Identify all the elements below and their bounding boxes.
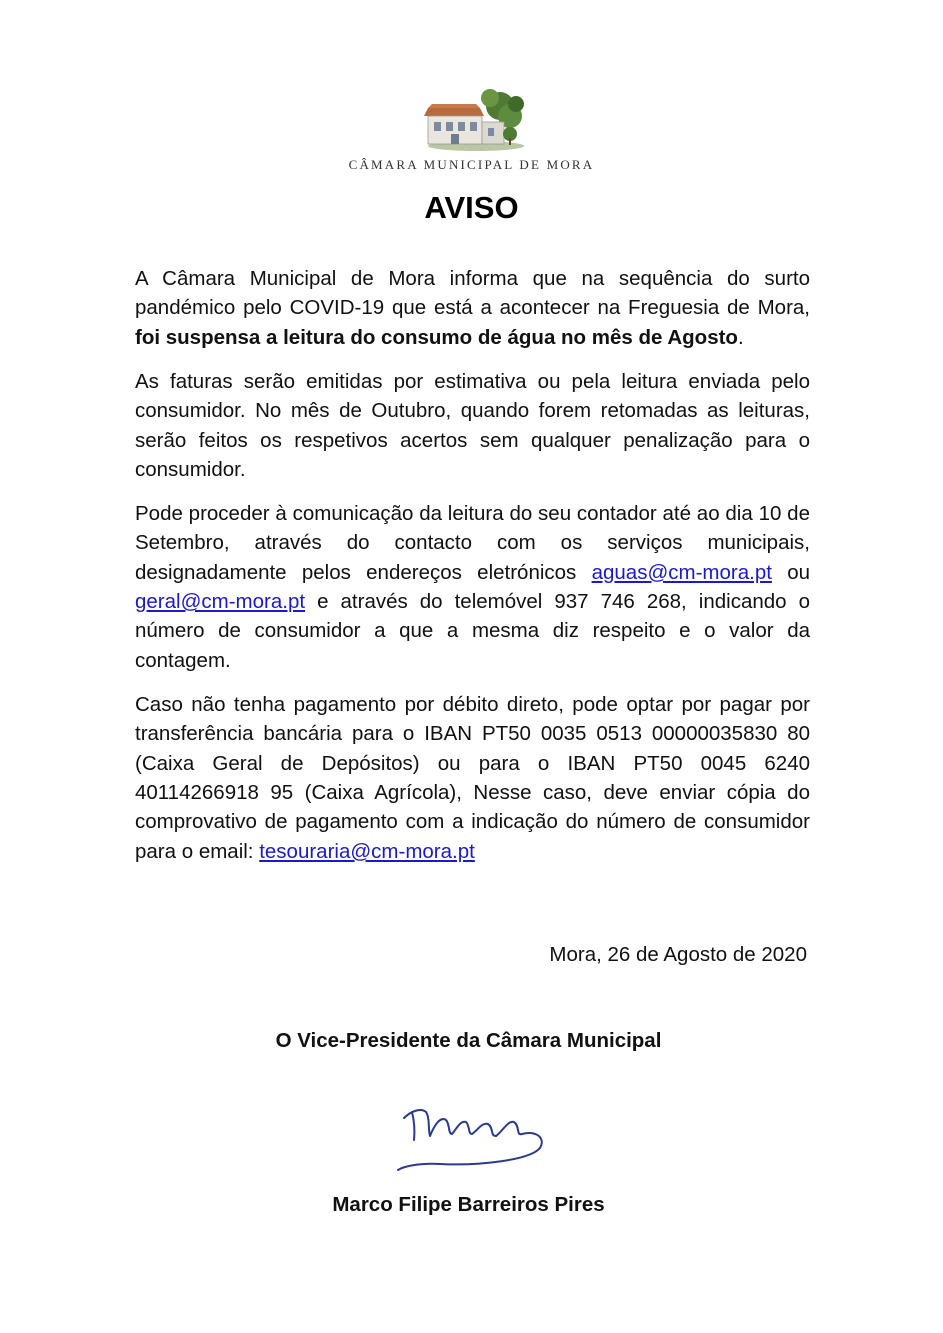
signer-role: O Vice-Presidente da Câmara Municipal [275,1029,662,1052]
handwritten-signature [390,1090,555,1175]
paragraph-3-end: e através do telemóvel 937 746 268, indicando o número de consumidor a que a mesma diz respeito e o valor da contagem. [135,590,810,672]
paragraph-4 [135,690,810,866]
signer-name: Marco Filipe Barreiros Pires [332,1193,605,1216]
paragraph-3-text: Pode proceder à comunicação da leitura do seu contador até ao dia 10 de Setembro, através do contacto com os serviços municipais, designadamente pelos endereços eletrónicos [135,501,810,584]
paragraph-1-end: . [737,325,744,349]
town-hall-logo-icon [418,84,528,154]
paragraph-2: As faturas serão emitidas por estimativa ou pela leitura enviada pelo consumidor. No mês de Outubro, quando forem retomadas as leituras, serão feitos os respetivos acertos sem qualquer penalização para o consumidor. [135,369,810,481]
paragraph-4-text: Caso não tenha pagamento por débito direto, pode optar por pagar por transferência bancária para o IBAN PT50 0035 0513 00000035830 80 (Caixa Geral de Depósitos) ou para o IBAN PT50 0045 6240 40114266918 95 (Caixa Agrícola), Nesse caso, deve enviar cópia do comprovativo de pagamento com a indicação do número de consumidor para o email: [135,692,810,863]
paragraph-1 [135,264,810,352]
email-link-tesouraria[interactable]: tesouraria@cm-mora.pt [259,839,475,863]
email-link-aguas[interactable]: aguas@cm-mora.pt [591,560,772,584]
paragraph-1-bold: foi suspensa a leitura do consumo de água no mês de Agosto [135,325,738,349]
paragraph-1-text: A Câmara Municipal de Mora informa que na sequência do surto pandémico pelo COVID-19 que está a acontecer na Freguesia de Mora, [135,267,810,320]
email-link-geral[interactable]: geral@cm-mora.pt [135,590,306,614]
organization-name: CÂMARA MUNICIPAL DE MORA [348,157,595,172]
paragraph-3-connector: ou [771,560,811,584]
date-line: Mora, 26 de Agosto de 2020 [549,943,807,966]
paragraph-3 [135,499,810,675]
notice-body [135,264,810,881]
page-title: AVISO [424,190,519,225]
